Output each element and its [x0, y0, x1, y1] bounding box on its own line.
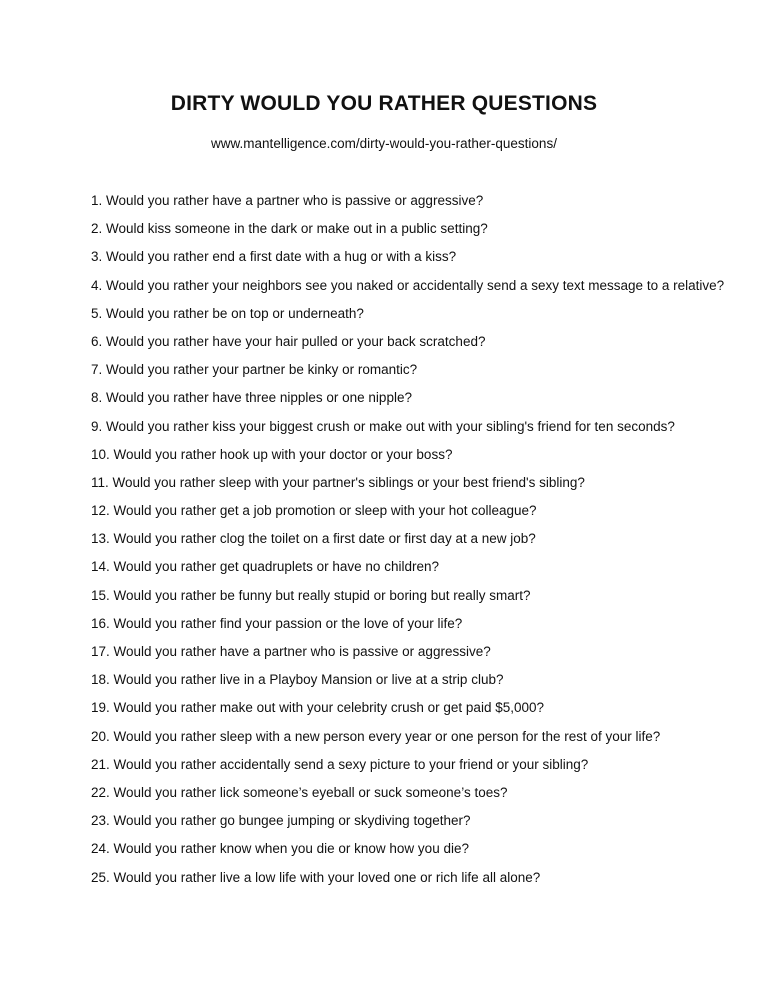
question-item: 16. Would you rather find your passion or the love of your life?: [91, 615, 463, 631]
question-item: 21. Would you rather accidentally send a sexy picture to your friend or your sibling?: [91, 756, 589, 772]
question-item: 10. Would you rather hook up with your doctor or your boss?: [91, 446, 453, 462]
question-item: 5. Would you rather be on top or underneath?: [91, 305, 364, 321]
question-item: 14. Would you rather get quadruplets or have no children?: [91, 559, 439, 575]
question-item: 19. Would you rather make out with your celebrity crush or get paid $5,000?: [91, 700, 545, 716]
question-item: 8. Would you rather have three nipples or one nipple?: [91, 390, 412, 406]
source-url: www.mantelligence.com/dirty-would-you-rather-questions/: [211, 136, 557, 151]
question-item: 6. Would you rather have your hair pulled or your back scratched?: [91, 333, 486, 349]
question-item: 1. Would you rather have a partner who is passive or aggressive?: [91, 193, 484, 208]
question-item: 15. Would you rather be funny but really stupid or boring but really smart?: [91, 587, 531, 603]
question-item: 25. Would you rather live a low life with your loved one or rich life all alone?: [91, 869, 541, 885]
question-item: 18. Would you rather live in a Playboy Mansion or live at a strip club?: [91, 672, 504, 688]
document-title: DIRTY WOULD YOU RATHER QUESTIONS: [170, 92, 598, 115]
question-item: 4. Would you rather your neighbors see you naked or accidentally send a sexy text message to a relative?: [91, 277, 725, 293]
question-list: [91, 193, 731, 898]
question-item: 2. Would kiss someone in the dark or make out in a public setting?: [91, 221, 488, 237]
question-item: 7. Would you rather your partner be kinky or romantic?: [91, 362, 418, 378]
question-item: 3. Would you rather end a first date with a hug or with a kiss?: [91, 249, 457, 265]
question-item: 23. Would you rather go bungee jumping or skydiving together?: [91, 813, 471, 829]
question-item: 24. Would you rather know when you die or know how you die?: [91, 841, 469, 857]
question-item: 13. Would you rather clog the toilet on a first date or first day at a new job?: [91, 531, 536, 547]
question-item: 20. Would you rather sleep with a new person every year or one person for the rest of your life?: [91, 728, 661, 744]
question-item: 17. Would you rather have a partner who is passive or aggressive?: [91, 644, 491, 659]
question-item: 9. Would you rather kiss your biggest crush or make out with your sibling's friend for ten seconds?: [91, 418, 675, 434]
question-item: 12. Would you rather get a job promotion or sleep with your hot colleague?: [91, 503, 537, 519]
question-item: 22. Would you rather lick someone’s eyeball or suck someone’s toes?: [91, 784, 508, 800]
question-item: 11. Would you rather sleep with your partner's siblings or your best friend's sibling?: [91, 474, 585, 490]
